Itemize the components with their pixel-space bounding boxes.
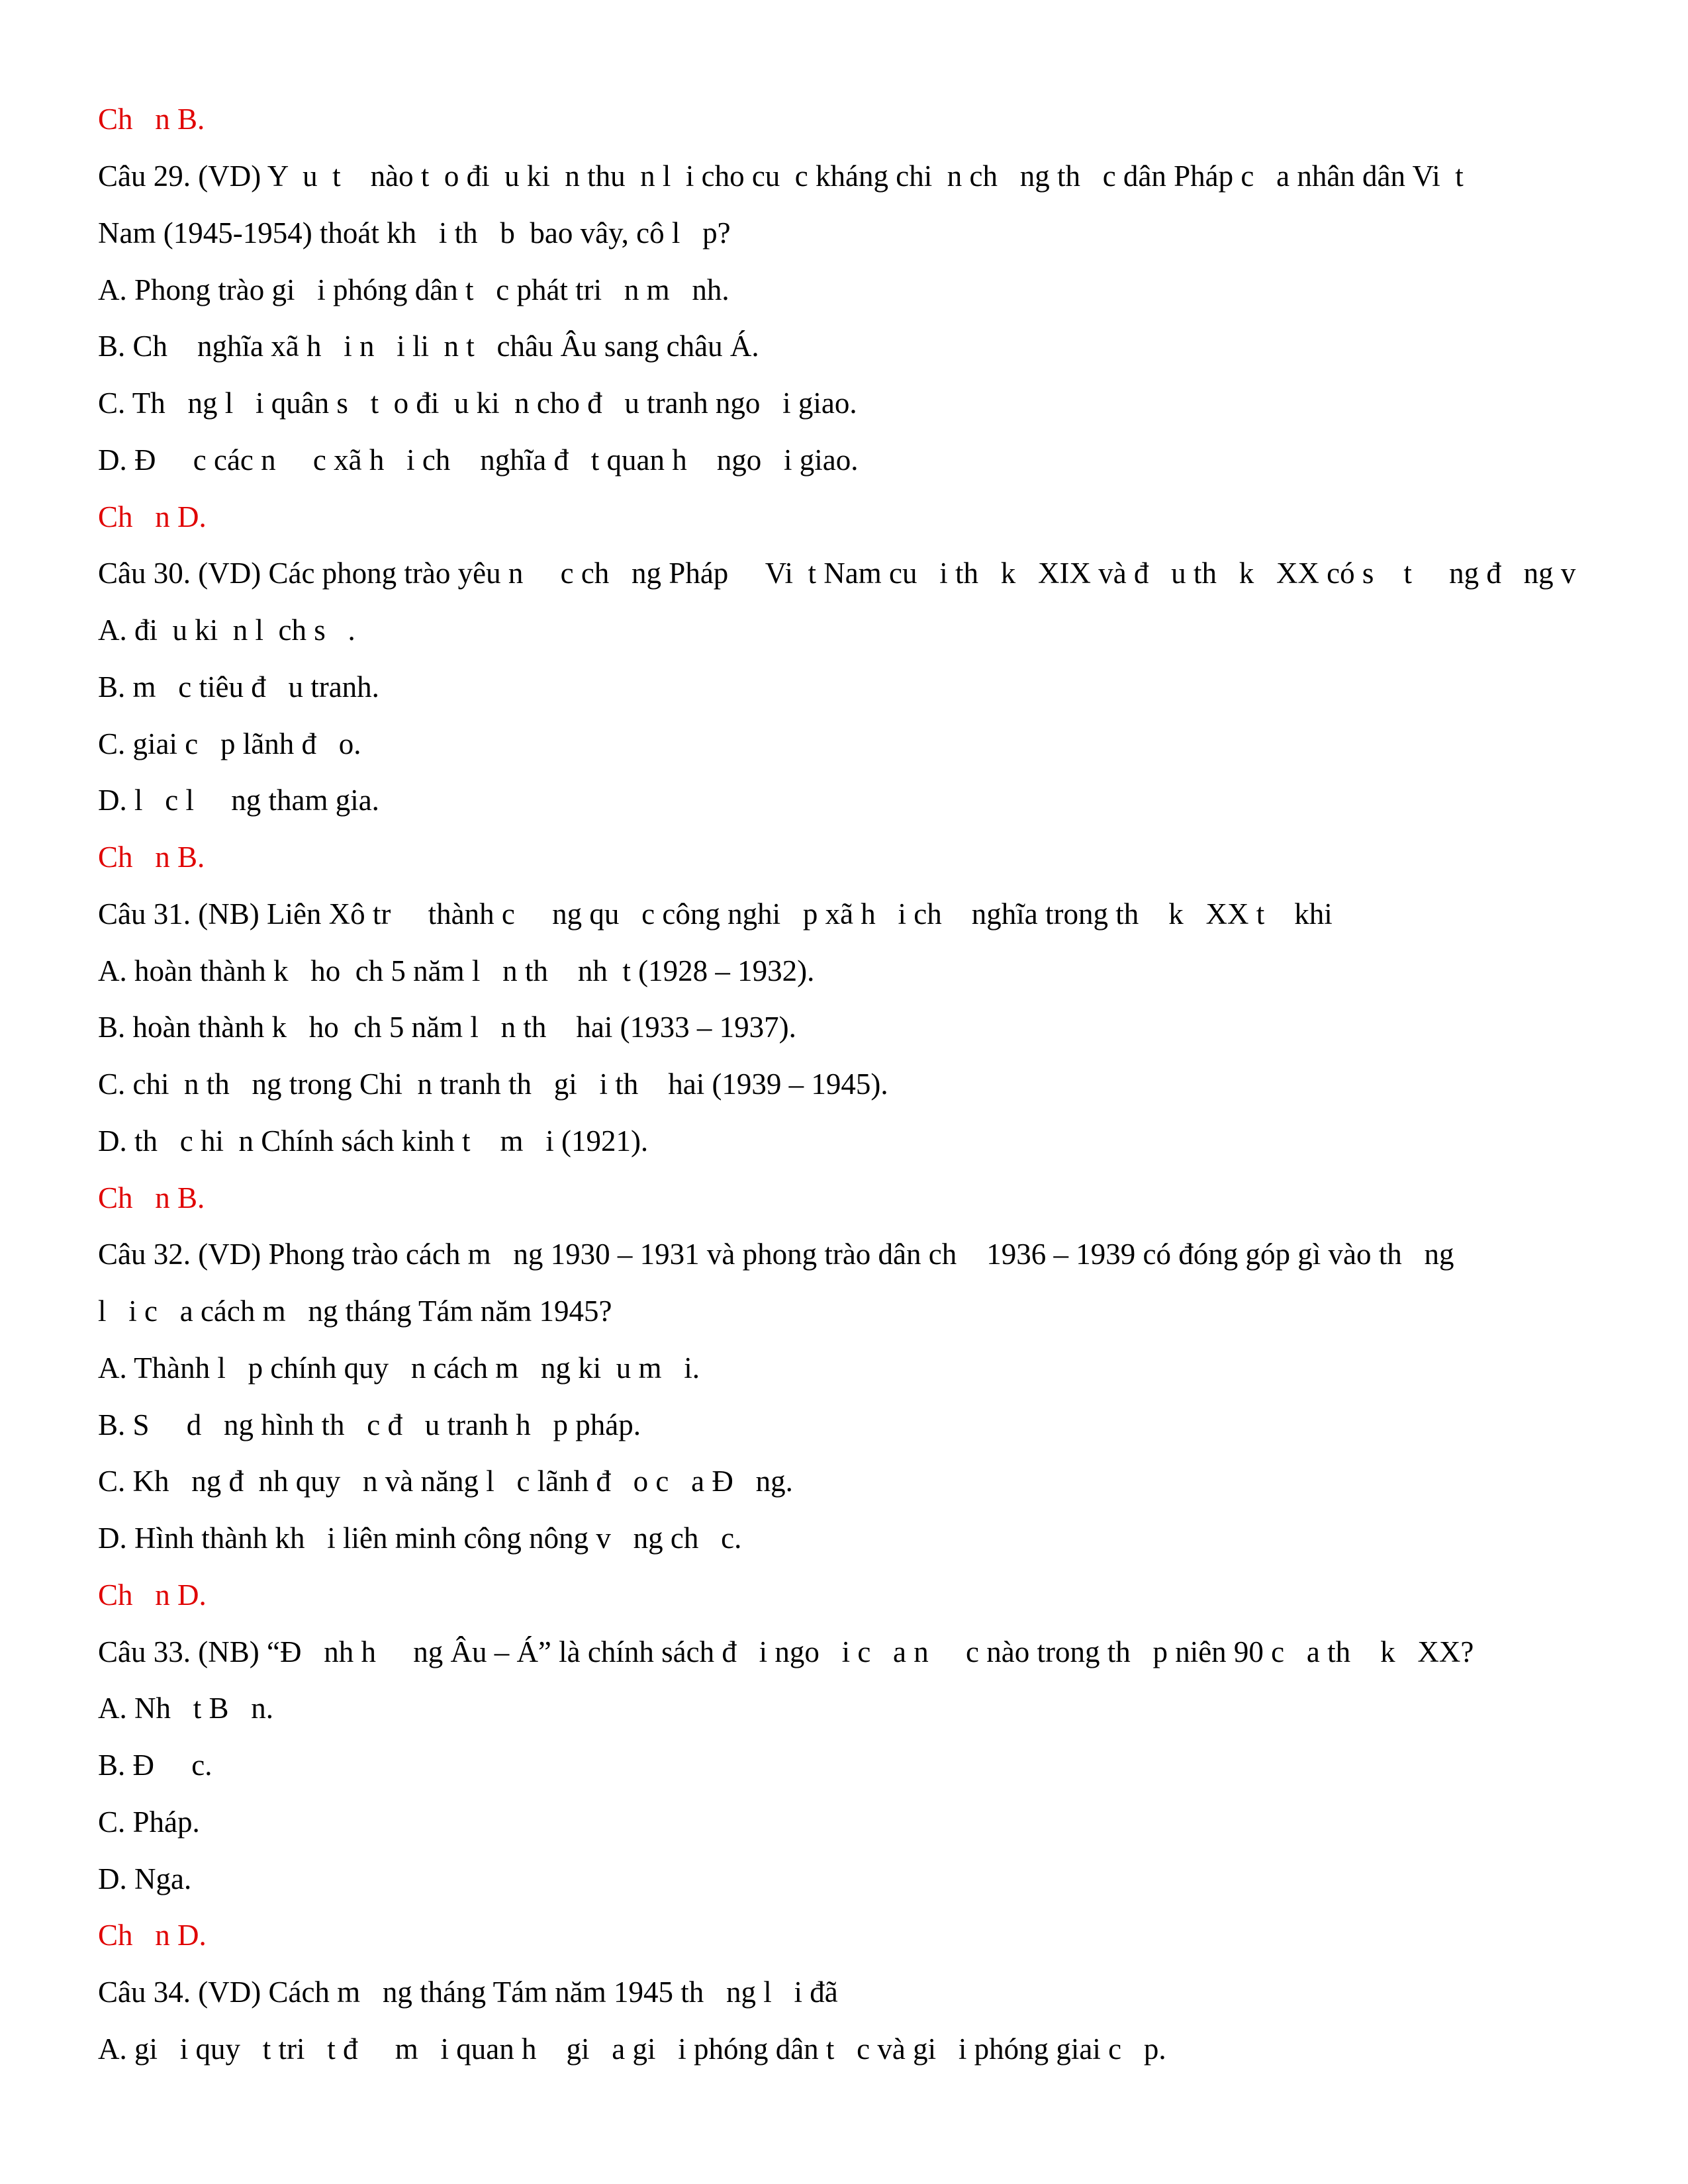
- option-d: D. l c l ng tham gia.: [98, 784, 379, 817]
- option-c: C. giai c p lãnh đ o.: [98, 727, 361, 760]
- option-b: B. Đ c.: [98, 1749, 212, 1782]
- option-b: B. hoàn thành k ho ch 5 năm l n th hai (1933 – 1937).: [98, 1011, 796, 1044]
- question-text: Nam (1945-1954) thoát kh i th b bao vây, cô l p?: [98, 216, 731, 250]
- option-a: A. đi u ki n l ch s .: [98, 614, 355, 647]
- option-c: C. Th ng l i quân s t o đi u ki n cho đ u tranh ngo i giao.: [98, 387, 857, 420]
- option-b: B. m c tiêu đ u tranh.: [98, 670, 379, 704]
- question-text: Câu 30. (VD) Các phong trào yêu n c ch ng Pháp Vi t Nam cu i th k XIX và đ u th k XX có s t ng đ ng v: [98, 557, 1576, 590]
- option-d: D. Đ c các n c xã h i ch nghĩa đ t quan h ngo i giao.: [98, 443, 859, 477]
- answer-line: Ch n B.: [98, 841, 205, 874]
- question-text: Câu 33. (NB) “Đ nh h ng Âu – Á” là chính sách đ i ngo i c a n c nào trong th p niên 90 c a th k XX?: [98, 1635, 1474, 1668]
- answer-line: Ch n D.: [98, 1919, 207, 1952]
- question-text: Câu 34. (VD) Cách m ng tháng Tám năm 1945 th ng l i đã: [98, 1976, 838, 2009]
- option-a: A. hoàn thành k ho ch 5 năm l n th nh t (1928 – 1932).: [98, 954, 815, 987]
- option-a: A. Thành l p chính quy n cách m ng ki u m i.: [98, 1351, 700, 1385]
- question-text: l i c a cách m ng tháng Tám năm 1945?: [98, 1295, 612, 1328]
- question-text: Câu 29. (VD) Y u t nào t o đi u ki n thu n l i cho cu c kháng chi n ch ng th c dân Pháp c a nhân dân Vi t: [98, 159, 1464, 193]
- question-text: Câu 31. (NB) Liên Xô tr thành c ng qu c công nghi p xã h i ch nghĩa trong th k XX t khi: [98, 897, 1333, 931]
- answer-line: Ch n B.: [98, 1181, 205, 1214]
- option-b: B. Ch nghĩa xã h i n i li n t châu Âu sang châu Á.: [98, 330, 759, 363]
- option-d: D. Nga.: [98, 1862, 192, 1895]
- question-text: Câu 32. (VD) Phong trào cách m ng 1930 – 1931 và phong trào dân ch 1936 – 1939 có đóng góp gì vào th ng: [98, 1238, 1454, 1271]
- option-d: D. th c hi n Chính sách kinh t m i (1921).: [98, 1124, 649, 1158]
- option-a: A. Phong trào gi i phóng dân t c phát tri n m nh.: [98, 273, 729, 306]
- option-d: D. Hình thành kh i liên minh công nông v ng ch c.: [98, 1522, 742, 1555]
- option-b: B. S d ng hình th c đ u tranh h p pháp.: [98, 1408, 641, 1441]
- option-c: C. chi n th ng trong Chi n tranh th gi i th hai (1939 – 1945).: [98, 1068, 888, 1101]
- answer-line: Ch n D.: [98, 1578, 207, 1612]
- option-a: A. Nh t B n.: [98, 1692, 274, 1725]
- answer-line: Ch n B.: [98, 103, 205, 136]
- option-c: C. Pháp.: [98, 1805, 200, 1839]
- answer-line: Ch n D.: [98, 500, 207, 533]
- option-c: C. Kh ng đ nh quy n và năng l c lãnh đ o c a Đ ng.: [98, 1465, 793, 1498]
- option-a: A. gi i quy t tri t đ m i quan h gi a gi i phóng dân t c và gi i phóng giai c p.: [98, 2032, 1166, 2066]
